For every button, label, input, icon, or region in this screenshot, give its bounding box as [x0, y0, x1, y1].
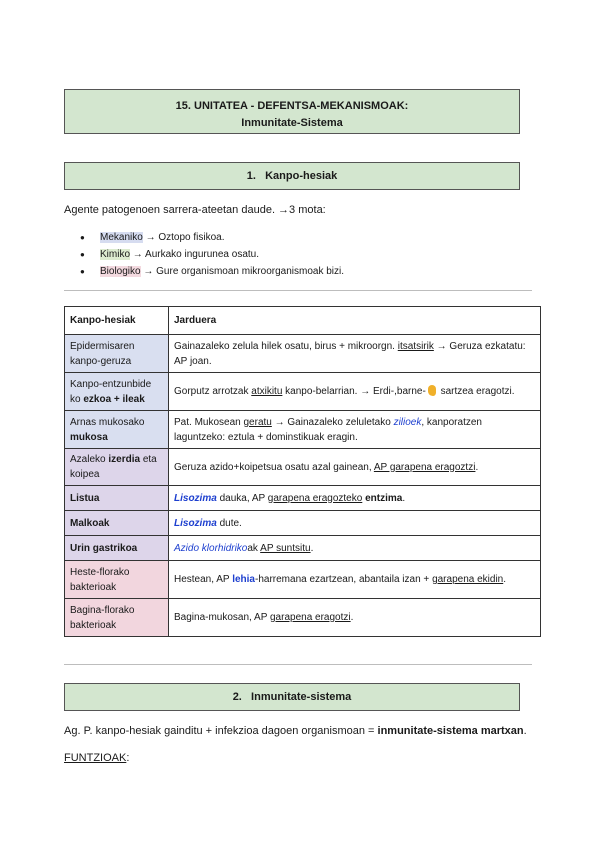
type-desc: Aurkako ingurunea osatu.: [145, 249, 259, 260]
unit-title: 15. UNITATEA - DEFENTSA-MEKANISMOAK:: [175, 100, 409, 112]
barrier-activity: Bagina-mukosan, AP garapena eragotzi.: [169, 599, 541, 637]
barrier-name: Arnas mukosako mukosa: [65, 411, 169, 449]
header-cell: Kanpo-hesiak: [65, 307, 169, 335]
table-row: [65, 561, 541, 599]
section-1-number: 1.: [246, 170, 256, 182]
table-header-row: [65, 307, 541, 335]
type-name: Kimiko: [100, 249, 131, 260]
table-row: [65, 335, 541, 373]
table-row: [65, 373, 541, 411]
barrier-name: Malkoak: [65, 511, 169, 536]
barrier-name: Heste-florako bakterioak: [65, 561, 169, 599]
table-row: [65, 449, 541, 486]
section-2-text: Ag. P. kanpo-hesiak gainditu + infekzioa dagoen organismoan = inmunitate-sistema martxan.: [64, 725, 527, 737]
barrier-name: Urin gastrikoa: [65, 536, 169, 561]
unit-title-box: [64, 89, 520, 134]
section-1-heading: [64, 162, 520, 190]
section-1-intro: Agente patogenoen sarrera-ateetan daude. →3 mota:: [64, 204, 326, 216]
barrier-name: Listua: [65, 486, 169, 511]
barrier-activity: Gorputz arrotzak atxikitu kanpo-belarrian. → Erdi-,barne- sartzea eragotzi.: [169, 373, 541, 411]
list-item: ● Mekaniko → Oztopo fisikoa.: [80, 229, 344, 246]
table-row: [65, 599, 541, 637]
barrier-activity: Pat. Mukosean geratu → Gainazaleko zeluletako zilioek, kanporatzen laguntzeko: eztula + dominstikuak eragin.: [169, 411, 541, 449]
barrier-activity: Lisozima dute.: [169, 511, 541, 536]
section-1-title: Kanpo-hesiak: [265, 170, 338, 182]
barrier-types-list: [80, 229, 344, 280]
type-desc: Oztopo fisikoa.: [158, 232, 225, 243]
barrier-name: Bagina-florako bakterioak: [65, 599, 169, 637]
barrier-activity: Azido klorhidrikoak AP suntsitu.: [169, 536, 541, 561]
header-cell: Jarduera: [169, 307, 541, 335]
barrier-name: Azaleko izerdia eta koipea: [65, 449, 169, 486]
table-row: [65, 411, 541, 449]
barrier-name: Kanpo-entzunbide ko ezkoa + ileak: [65, 373, 169, 411]
table-row: [65, 486, 541, 511]
type-desc: Gure organismoan mikroorganismoak bizi.: [156, 266, 345, 277]
funtzioak-heading: FUNTZIOAK:: [64, 752, 130, 764]
list-item: ● Biologiko → Gure organismoan mikroorganismoak bizi.: [80, 263, 344, 280]
barrier-activity: Hestean, AP lehia-harremana ezartzean, abantaila izan + garapena ekidin.: [169, 561, 541, 599]
barrier-activity: Lisozima dauka, AP garapena eragozteko entzima.: [169, 486, 541, 511]
barrier-activity: Geruza azido+koipetsua osatu azal gainean, AP garapena eragoztzi.: [169, 449, 541, 486]
type-name: Biologiko: [100, 266, 141, 277]
table-row: [65, 536, 541, 561]
barrier-activity: Gainazaleko zelula hilek osatu, birus + mikroorgn. itsatsirik → Geruza ezkatatu: AP joan.: [169, 335, 541, 373]
section-2-heading: [64, 683, 520, 711]
type-name: Mekaniko: [100, 232, 143, 243]
section-2-number: 2.: [232, 691, 242, 703]
ear-icon: [428, 385, 436, 396]
unit-subtitle: Inmunitate-Sistema: [241, 117, 343, 129]
divider: [64, 664, 532, 665]
divider: [64, 290, 532, 291]
barriers-table: [64, 306, 541, 637]
section-2-title: Inmunitate-sistema: [251, 691, 352, 703]
list-item: ● Kimiko → Aurkako ingurunea osatu.: [80, 246, 344, 263]
barrier-name: Epidermisaren kanpo-geruza: [65, 335, 169, 373]
table-row: [65, 511, 541, 536]
